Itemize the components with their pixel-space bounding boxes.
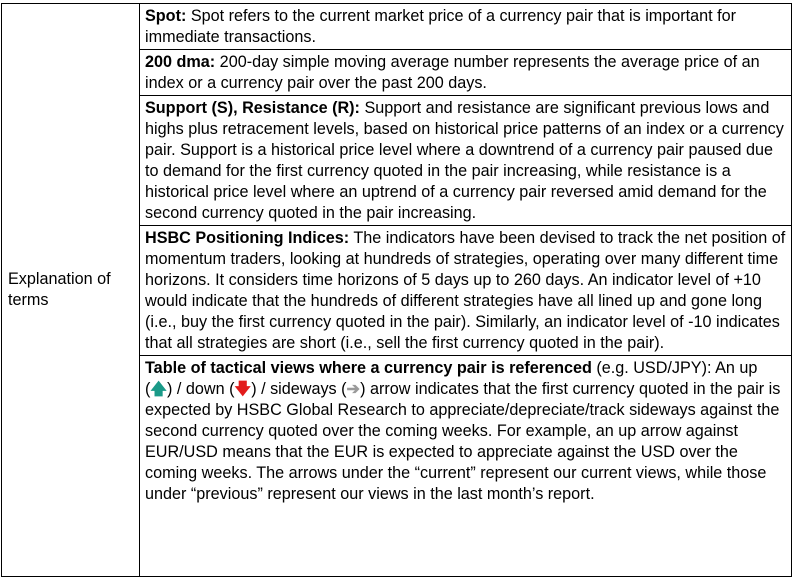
term-spot bbox=[140, 4, 791, 50]
term-tactical-views bbox=[140, 356, 791, 506]
explanation-label: Explanation of terms bbox=[8, 270, 111, 309]
term-200dma bbox=[140, 50, 791, 96]
arrow-up-icon: 🡅 bbox=[150, 380, 168, 398]
term-body: Support and resistance are significant previous lows and highs plus retracement levels, based on historical price patterns of an index or a currency pair. Support is a historical price level where a downtrend of a currency pair paused due to demand for the first currency quoted in the pair increasing, while resistance is a historical price level where an uptrend of a currency pair reversed amid demand for the second currency quoted in the pair increasing. bbox=[145, 99, 784, 222]
term-title: Spot: bbox=[145, 7, 187, 25]
term-body: Spot refers to the current market price of a currency pair that is important for immediate transactions. bbox=[145, 7, 737, 46]
left-cell bbox=[2, 4, 140, 576]
term-title: 200 dma: bbox=[145, 53, 216, 71]
term-title-suffix: (e.g. USD/JPY): bbox=[591, 359, 712, 377]
term-body-part: ) / sideways ( bbox=[251, 380, 347, 398]
term-positioning-indices bbox=[140, 226, 791, 356]
term-title: Table of tactical views where a currency pair is referenced bbox=[145, 359, 592, 377]
term-title: Support (S), Resistance (R): bbox=[145, 99, 360, 117]
term-body: 200-day simple moving average number represents the average price of an index or a currency pair over the past 200 days. bbox=[145, 53, 760, 92]
arrow-right-icon: ➔ bbox=[346, 380, 361, 398]
term-body-part: An up ( bbox=[145, 359, 758, 398]
arrow-down-icon: 🡇 bbox=[234, 380, 252, 398]
term-body-part: ) arrow indicates that the first currency quoted in the pair is expected by HSBC Global Research to appreciate/depreciate/track sideways against the second currency quoted over the coming weeks. For example, an up arrow against EUR/USD means that the EUR is expected to appreciate against the USD over the coming weeks. The arrows under the “current” represent our current views, while those under “previous” represent our views in the last month’s report. bbox=[145, 380, 781, 503]
term-title: HSBC Positioning Indices: bbox=[145, 229, 350, 247]
definitions-cell bbox=[140, 4, 791, 576]
term-body-part: ) / down ( bbox=[167, 380, 235, 398]
term-body: The indicators have been devised to track the net position of momentum traders, looking at hundreds of strategies, operating over many different time horizons. It considers time horizons of 5 days up to 260 days. An indicator level of +10 would indicate that the hundreds of different strategies have all lined up and gone long (i.e., buy the first currency quoted in the pair). Similarly, an indicator level of -10 indicates that all strategies are short (i.e., sell the first currency quoted in the pair). bbox=[145, 229, 786, 352]
term-support-resistance bbox=[140, 96, 791, 226]
terms-table bbox=[1, 3, 792, 577]
